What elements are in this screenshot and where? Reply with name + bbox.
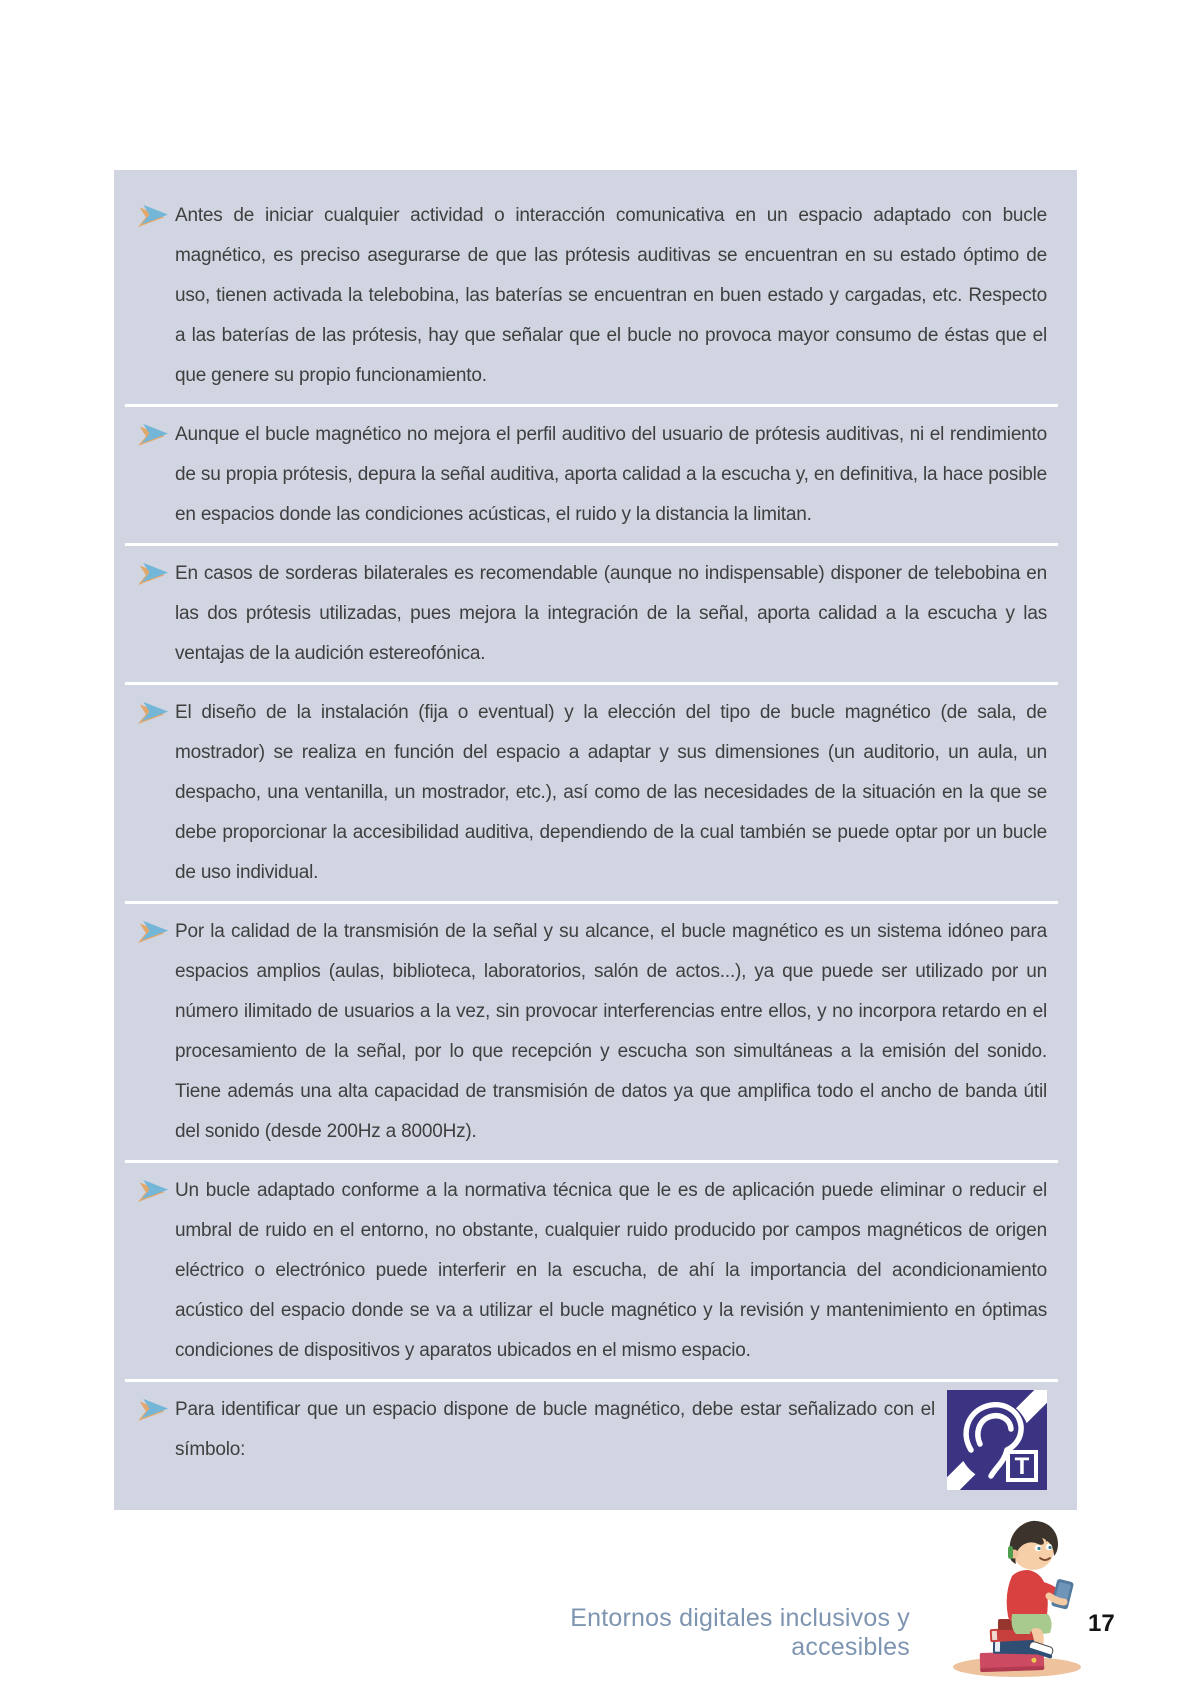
symbol-t-label: T — [1014, 1453, 1030, 1480]
bullet-text: Para identificar que un espacio dispone de bucle magnético, debe estar señalizado con el símbolo: — [175, 1399, 935, 1460]
bullet-text: Un bucle adaptado conforme a la normativa técnica que le es de aplicación puede eliminar o reducir el umbral de ruido en el entorno, no obstante, cualquier ruido producido por campos magnéticos de origen eléctrico o electrónico puede interferir en la escucha, de ahí la importancia del acondicionamiento acústico del espacio donde se va a utilizar el bucle magnético y la revisión y mantenimiento en óptimas condiciones de dispositivos y aparatos ubicados en el mismo espacio. — [175, 1180, 1047, 1361]
bullet-text: Antes de iniciar cualquier actividad o interacción comunicativa en un espacio adaptado con bucle magnético, es preciso asegurarse de que las prótesis auditivas se encuentran en su estado óptimo de uso, tienen activada la telebobina, las baterías se encuentran en buen estado y cargadas, etc. Respecto a las baterías de las prótesis, hay que señalar que el bucle no provoca mayor consumo de éstas que el que genere su propio funcionamiento. — [175, 205, 1047, 386]
bullet-text: Por la calidad de la transmisión de la señal y su alcance, el bucle magnético es un sistema idóneo para espacios amplios (aulas, biblioteca, laboratorios, salón de actos...), ya que puede ser utilizado por un número ilimitado de usuarios a la vez, sin provocar interferencias entre ellos, y no incorpora retardo en el procesamiento de la señal, por lo que recepción y escucha son simultáneas a la emisión del sonido. Tiene además una alta capacidad de transmisión de datos ya que amplifica todo el ancho de banda útil del sonido (desde 200Hz a 8000Hz). — [175, 921, 1047, 1142]
page-number: 17 — [1088, 1610, 1115, 1637]
bullet-item — [137, 693, 1047, 893]
bullet-text: Aunque el bucle magnético no mejora el perfil auditivo del usuario de prótesis auditivas, ni el rendimiento de su propia prótesis, depura la señal auditiva, aporta calidad a la escucha y, en definitiva, la hace posible en espacios donde las condiciones acústicas, el ruido y la distancia la limitan. — [175, 424, 1047, 525]
hearing-loop-symbol — [947, 1390, 1047, 1490]
divider — [125, 682, 1058, 685]
footer-title: Entornos digitales inclusivos y accesibles — [570, 1604, 910, 1661]
arrow-bullet-icon — [137, 920, 169, 943]
content-panel — [114, 170, 1077, 1510]
bullet-item — [137, 1390, 1047, 1490]
arrow-bullet-icon — [137, 1179, 169, 1202]
divider — [125, 1160, 1058, 1163]
divider — [125, 901, 1058, 904]
bullet-item — [137, 554, 1047, 674]
divider — [125, 543, 1058, 546]
arrow-bullet-icon — [137, 204, 169, 227]
bullet-item — [137, 1171, 1047, 1371]
arrow-bullet-icon — [137, 423, 169, 446]
bullet-item — [137, 912, 1047, 1152]
bullet-text: El diseño de la instalación (fija o eventual) y la elección del tipo de bucle magnético (de sala, de mostrador) se realiza en función del espacio a adaptar y sus dimensiones (un auditorio, un aula, un despacho, una ventanilla, un mostrador, etc.), así como de las necesidades de la situación en la que se debe proporcionar la accesibilidad auditiva, dependiendo de la cual también se puede optar por un bucle de uso individual. — [175, 702, 1047, 883]
child-on-books-illustration — [946, 1516, 1086, 1680]
bullet-text: En casos de sorderas bilaterales es recomendable (aunque no indispensable) disponer de telebobina en las dos prótesis utilizadas, pues mejora la integración de la señal, aporta calidad a la escucha y las ventajas de la audición estereofónica. — [175, 563, 1047, 664]
divider — [125, 1379, 1058, 1382]
arrow-bullet-icon — [137, 701, 169, 724]
arrow-bullet-icon — [137, 1398, 169, 1421]
bullet-item — [137, 196, 1047, 396]
arrow-bullet-icon — [137, 562, 169, 585]
divider — [125, 404, 1058, 407]
bullet-item — [137, 415, 1047, 535]
